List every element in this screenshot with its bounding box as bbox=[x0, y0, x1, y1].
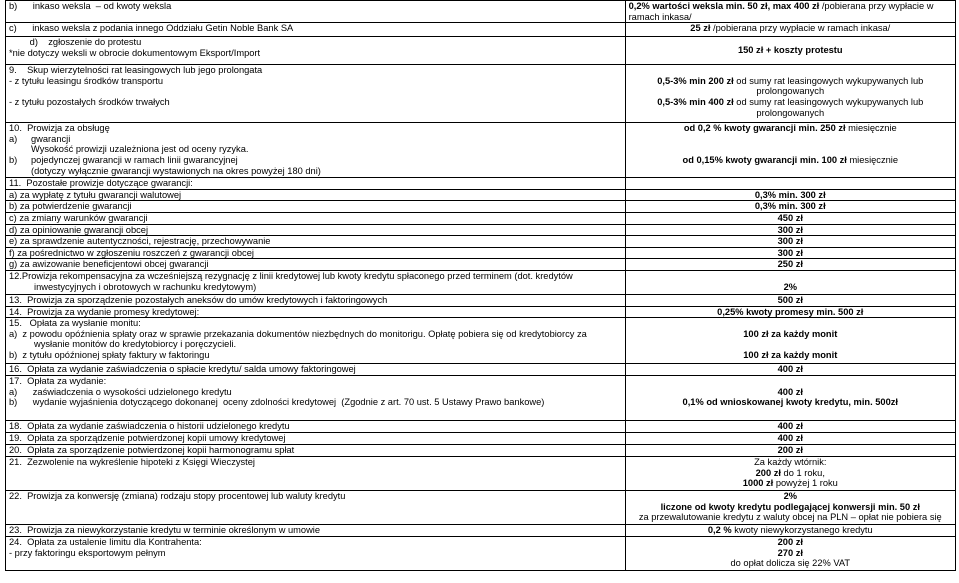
fee-row bbox=[6, 294, 956, 306]
fee-value-cell bbox=[625, 178, 955, 190]
fee-label-cell: 18. Opłata za wydanie zaświadczenia o historii udzielonego kredytu bbox=[6, 421, 626, 433]
fee-schedule-table bbox=[5, 0, 956, 571]
fee-row bbox=[6, 537, 956, 571]
fee-label-cell: 16. Opłata za wydanie zaświadczenia o spłacie kredytu/ salda umowy faktoringowej bbox=[6, 364, 626, 376]
fee-label-cell: 12.Prowizja rekompensacyjna za wcześniejszą rezygnację z linii kredytowej lub kwoty kredytu spłaconego przed terminem (dot. kredytów inwestycyjnych i obrotowych w rachunku kredytowym) bbox=[6, 270, 626, 294]
fee-label-cell: d) zgłoszenie do protestu *nie dotyczy weksli w obrocie dokumentowym Eksport/Import bbox=[6, 37, 626, 65]
fee-row bbox=[6, 364, 956, 376]
fee-label-cell: b) inkaso weksla – od kwoty weksla bbox=[6, 1, 626, 23]
fee-row bbox=[6, 433, 956, 445]
fee-value-cell: 300 zł bbox=[625, 236, 955, 248]
fee-value-cell: 300 zł bbox=[625, 247, 955, 259]
fee-row bbox=[6, 201, 956, 213]
fee-value-cell: 150 zł + koszty protestu bbox=[625, 37, 955, 65]
fee-value-cell: od 0,2 % kwoty gwarancji min. 250 zł miesięcznie od 0,15% kwoty gwarancji min. 100 zł miesięcznie bbox=[625, 123, 955, 178]
fee-value-cell: 450 zł bbox=[625, 212, 955, 224]
fee-row bbox=[6, 270, 956, 294]
fee-value-cell: 250 zł bbox=[625, 259, 955, 271]
fee-value-cell: 0,3% min. 300 zł bbox=[625, 201, 955, 213]
fee-label-cell: 13. Prowizja za sporządzenie pozostałych aneksów do umów kredytowych i faktoringowych bbox=[6, 294, 626, 306]
fee-row bbox=[6, 491, 956, 525]
fee-row bbox=[6, 376, 956, 421]
fee-value-cell: 400 zł 0,1% od wnioskowanej kwoty kredytu, min. 500zł bbox=[625, 376, 955, 421]
fee-value-cell: 2% liczone od kwoty kredytu podlegającej konwersji min. 50 zł za przewalutowanie kredytu z waluty obcej na PLN – opłat nie pobiera się bbox=[625, 491, 955, 525]
fee-label-cell: a) za wypłatę z tytułu gwarancji walutowej bbox=[6, 189, 626, 201]
fee-label-cell: 14. Prowizja za wydanie promesy kredytowej: bbox=[6, 306, 626, 318]
fee-label-cell: 21. Zezwolenie na wykreślenie hipoteki z Księgi Wieczystej bbox=[6, 457, 626, 491]
fee-row bbox=[6, 306, 956, 318]
fee-row bbox=[6, 525, 956, 537]
fee-row bbox=[6, 236, 956, 248]
fee-row bbox=[6, 37, 956, 65]
fee-row bbox=[6, 224, 956, 236]
fee-row bbox=[6, 445, 956, 457]
fee-label-cell: 20. Opłata za sporządzenie potwierdzonej kopii harmonogramu spłat bbox=[6, 445, 626, 457]
fee-label-cell: 22. Prowizja za konwersję (zmiana) rodzaju stopy procentowej lub waluty kredytu bbox=[6, 491, 626, 525]
fee-schedule-body bbox=[6, 1, 956, 571]
fee-label-cell: b) za potwierdzenie gwarancji bbox=[6, 201, 626, 213]
fee-row bbox=[6, 123, 956, 178]
fee-row bbox=[6, 247, 956, 259]
fee-value-cell: 200 zł 270 zł do opłat dolicza się 22% VAT bbox=[625, 537, 955, 571]
fee-row bbox=[6, 23, 956, 37]
fee-label-cell: 10. Prowizja za obsługę a) gwarancji Wysokość prowizji uzależniona jest od oceny ryzyka. b) pojedynczej gwarancji w ramach linii gwarancyjnej (dotyczy wyłącznie gwarancji wystawionych na okres powyżej 180 dni) bbox=[6, 123, 626, 178]
fee-value-cell: 2% bbox=[625, 270, 955, 294]
fee-value-cell: 0,2 % kwoty niewykorzystanego kredytu bbox=[625, 525, 955, 537]
fee-label-cell: e) za sprawdzenie autentyczności, rejestrację, przechowywanie bbox=[6, 236, 626, 248]
fee-label-cell: f) za pośrednictwo w zgłoszeniu roszczeń z gwarancji obcej bbox=[6, 247, 626, 259]
fee-row bbox=[6, 212, 956, 224]
fee-row bbox=[6, 318, 956, 364]
fee-row bbox=[6, 178, 956, 190]
fee-value-cell: 300 zł bbox=[625, 224, 955, 236]
fee-label-cell: 17. Opłata za wydanie: a) zaświadczenia o wysokości udzielonego kredytu b) wydanie wyjaśnienia dotyczącego dokonanej oceny zdolności kredytowej (Zgodnie z art. 70 ust. 5 Ustawy Prawo bankowe) bbox=[6, 376, 626, 421]
fee-value-cell: Za każdy wtórnik: 200 zł do 1 roku, 1000 zł powyżej 1 roku bbox=[625, 457, 955, 491]
fee-label-cell: 9. Skup wierzytelności rat leasingowych lub jego prolongata - z tytułu leasingu środków transportu - z tytułu pozostałych środków trwałych bbox=[6, 65, 626, 123]
fee-label-cell: d) za opiniowanie gwarancji obcej bbox=[6, 224, 626, 236]
fee-label-cell: 11. Pozostałe prowizje dotyczące gwarancji: bbox=[6, 178, 626, 190]
fee-label-cell: 24. Opłata za ustalenie limitu dla Kontrahenta: - przy faktoringu eksportowym pełnym bbox=[6, 537, 626, 571]
fee-row bbox=[6, 421, 956, 433]
fee-value-cell: 0,2% wartości weksla min. 50 zł, max 400 zł /pobierana przy wypłacie w ramach inkasa/ bbox=[625, 1, 955, 23]
fee-label-cell: c) za zmiany warunków gwarancji bbox=[6, 212, 626, 224]
fee-row bbox=[6, 189, 956, 201]
fee-value-cell: 400 zł bbox=[625, 364, 955, 376]
fee-label-cell: 23. Prowizja za niewykorzystanie kredytu w terminie określonym w umowie bbox=[6, 525, 626, 537]
fee-row bbox=[6, 457, 956, 491]
fee-label-cell: g) za awizowanie beneficjentowi obcej gwarancji bbox=[6, 259, 626, 271]
fee-value-cell: 25 zł /pobierana przy wypłacie w ramach inkasa/ bbox=[625, 23, 955, 37]
fee-value-cell: 200 zł bbox=[625, 445, 955, 457]
fee-value-cell: 400 zł bbox=[625, 421, 955, 433]
fee-row bbox=[6, 1, 956, 23]
fee-value-cell: 400 zł bbox=[625, 433, 955, 445]
fee-value-cell: 0,5-3% min 200 zł od sumy rat leasingowych wykupywanych lub prolongowanych 0,5-3% min 400 zł od sumy rat leasingowych wykupywanych lub prolongowanych bbox=[625, 65, 955, 123]
fee-label-cell: 15. Opłata za wysłanie monitu: a) z powodu opóźnienia spłaty oraz w sprawie przekazania dokumentów niezbędnych do monitorigu. Opłatę pobiera się od kredytobiorcy za wysłanie monitów do kredytobiorcy i poręczycieli. b) z tytułu opóźnionej spłaty faktury w faktoringu bbox=[6, 318, 626, 364]
fee-value-cell: 500 zł bbox=[625, 294, 955, 306]
fee-value-cell: 100 zł za każdy monit 100 zł za każdy monit bbox=[625, 318, 955, 364]
fee-row bbox=[6, 259, 956, 271]
fee-value-cell: 0,25% kwoty promesy min. 500 zł bbox=[625, 306, 955, 318]
fee-label-cell: 19. Opłata za sporządzenie potwierdzonej kopii umowy kredytowej bbox=[6, 433, 626, 445]
fee-value-cell: 0,3% min. 300 zł bbox=[625, 189, 955, 201]
fee-row bbox=[6, 65, 956, 123]
fee-label-cell: c) inkaso weksla z podania innego Oddziału Getin Noble Bank SA bbox=[6, 23, 626, 37]
